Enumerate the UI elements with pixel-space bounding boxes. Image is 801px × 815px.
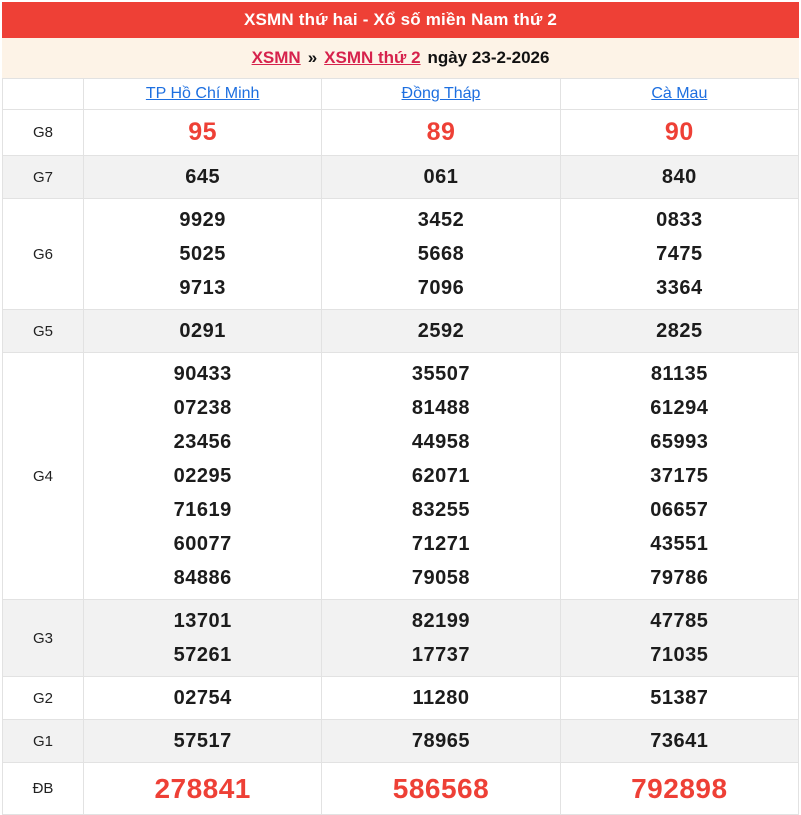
prize-number: 02754 xyxy=(173,687,232,709)
prize-number: 83255 xyxy=(411,499,471,521)
prize-number: 645 xyxy=(185,166,221,188)
result-cell xyxy=(560,199,798,310)
province-link-dong-thap[interactable]: Đồng Tháp xyxy=(401,85,481,102)
result-cell xyxy=(84,763,322,815)
prize-number: 840 xyxy=(661,166,697,188)
result-cell xyxy=(322,763,560,815)
prize-label: G2 xyxy=(3,677,84,720)
prize-number: 06657 xyxy=(650,499,709,521)
prize-row-g1 xyxy=(3,720,799,763)
prize-number: 0833 xyxy=(656,209,703,231)
prize-number: 62071 xyxy=(411,465,471,487)
result-cell xyxy=(560,156,798,199)
prize-number: 44958 xyxy=(411,431,471,453)
breadcrumb-date: ngày 23-2-2026 xyxy=(427,48,550,67)
prize-row-g7 xyxy=(3,156,799,199)
prize-row-g6 xyxy=(3,199,799,310)
breadcrumb xyxy=(2,38,799,78)
prize-label: ĐB xyxy=(3,763,84,815)
prize-number: 0291 xyxy=(179,320,226,342)
prize-number: 7475 xyxy=(656,243,703,265)
prize-number: 11280 xyxy=(412,687,470,709)
prize-row-g5 xyxy=(3,310,799,353)
result-cell xyxy=(322,353,560,600)
result-cell xyxy=(84,353,322,600)
page-title: XSMN thứ hai - Xổ số miền Nam thứ 2 xyxy=(243,10,558,29)
prize-row-g3 xyxy=(3,600,799,677)
prize-number: 9713 xyxy=(179,277,226,299)
prize-number: 5668 xyxy=(417,243,465,265)
prize-number: 71035 xyxy=(650,644,709,666)
prize-label: G5 xyxy=(3,310,84,353)
result-cell xyxy=(322,600,560,677)
breadcrumb-region-link[interactable]: XSMN xyxy=(251,48,301,67)
results-table xyxy=(2,78,799,815)
prize-number: 9929 xyxy=(179,209,226,231)
prize-number: 81488 xyxy=(411,397,471,419)
result-cell xyxy=(322,156,560,199)
result-cell xyxy=(84,677,322,720)
prize-number: 60077 xyxy=(173,533,232,555)
result-cell xyxy=(560,677,798,720)
prize-label: G3 xyxy=(3,600,84,677)
result-cell xyxy=(84,600,322,677)
result-cell xyxy=(84,110,322,156)
result-cell xyxy=(84,310,322,353)
page-title-banner xyxy=(2,2,799,38)
result-cell xyxy=(560,600,798,677)
result-cell xyxy=(322,677,560,720)
result-cell xyxy=(84,156,322,199)
prize-row-g4 xyxy=(3,353,799,600)
prize-number: 7096 xyxy=(417,277,465,299)
province-link-ca-mau[interactable]: Cà Mau xyxy=(651,85,708,102)
prize-number: 3364 xyxy=(656,277,703,299)
prize-number: 37175 xyxy=(650,465,709,487)
prize-number: 57517 xyxy=(173,730,232,752)
prize-column-header xyxy=(3,79,84,110)
prize-number: 3452 xyxy=(417,209,465,231)
result-cell xyxy=(322,720,560,763)
column-header-row xyxy=(3,79,799,110)
breadcrumb-day-link[interactable]: XSMN thứ 2 xyxy=(324,48,421,67)
prize-number: 278841 xyxy=(154,773,251,804)
prize-number: 73641 xyxy=(650,730,709,752)
prize-number: 07238 xyxy=(173,397,232,419)
prize-number: 79058 xyxy=(411,567,471,589)
prize-number: 82199 xyxy=(411,610,471,632)
results-body xyxy=(3,110,799,815)
prize-number: 81135 xyxy=(650,363,708,385)
result-cell xyxy=(84,199,322,310)
result-cell xyxy=(560,110,798,156)
result-cell xyxy=(560,353,798,600)
prize-number: 65993 xyxy=(650,431,709,453)
prize-number: 13701 xyxy=(173,610,232,632)
prize-number: 061 xyxy=(423,166,459,188)
prize-row-g8 xyxy=(3,110,799,156)
prize-label: G4 xyxy=(3,353,84,600)
prize-number: 71271 xyxy=(411,533,471,555)
prize-number: 2592 xyxy=(417,320,465,342)
result-cell xyxy=(560,720,798,763)
prize-number: 89 xyxy=(426,118,456,146)
prize-number: 57261 xyxy=(173,644,232,666)
prize-number: 84886 xyxy=(173,567,232,589)
result-cell xyxy=(322,310,560,353)
prize-label: G1 xyxy=(3,720,84,763)
prize-number: 586568 xyxy=(392,773,490,804)
prize-number: 90433 xyxy=(173,363,232,385)
prize-number: 23456 xyxy=(173,431,232,453)
result-cell xyxy=(560,763,798,815)
prize-number: 43551 xyxy=(650,533,709,555)
prize-number: 792898 xyxy=(631,773,728,804)
prize-row-đb xyxy=(3,763,799,815)
prize-number: 2825 xyxy=(656,320,703,342)
prize-number: 90 xyxy=(664,118,694,146)
province-link-tp-ho-chi-minh[interactable]: TP Hồ Chí Minh xyxy=(145,85,260,102)
prize-label: G6 xyxy=(3,199,84,310)
prize-number: 17737 xyxy=(411,644,471,666)
prize-number: 78965 xyxy=(411,730,471,752)
result-cell xyxy=(322,110,560,156)
prize-label: G7 xyxy=(3,156,84,199)
result-cell xyxy=(322,199,560,310)
result-cell xyxy=(560,310,798,353)
prize-number: 5025 xyxy=(179,243,226,265)
prize-row-g2 xyxy=(3,677,799,720)
prize-number: 61294 xyxy=(650,397,709,419)
prize-number: 95 xyxy=(188,118,218,146)
prize-number: 79786 xyxy=(650,567,709,589)
result-cell xyxy=(84,720,322,763)
prize-label: G8 xyxy=(3,110,84,156)
prize-number: 35507 xyxy=(411,363,471,385)
prize-number: 51387 xyxy=(650,687,709,709)
prize-number: 47785 xyxy=(650,610,709,632)
breadcrumb-separator: » xyxy=(307,48,318,67)
prize-number: 71619 xyxy=(173,499,232,521)
prize-number: 02295 xyxy=(173,465,232,487)
